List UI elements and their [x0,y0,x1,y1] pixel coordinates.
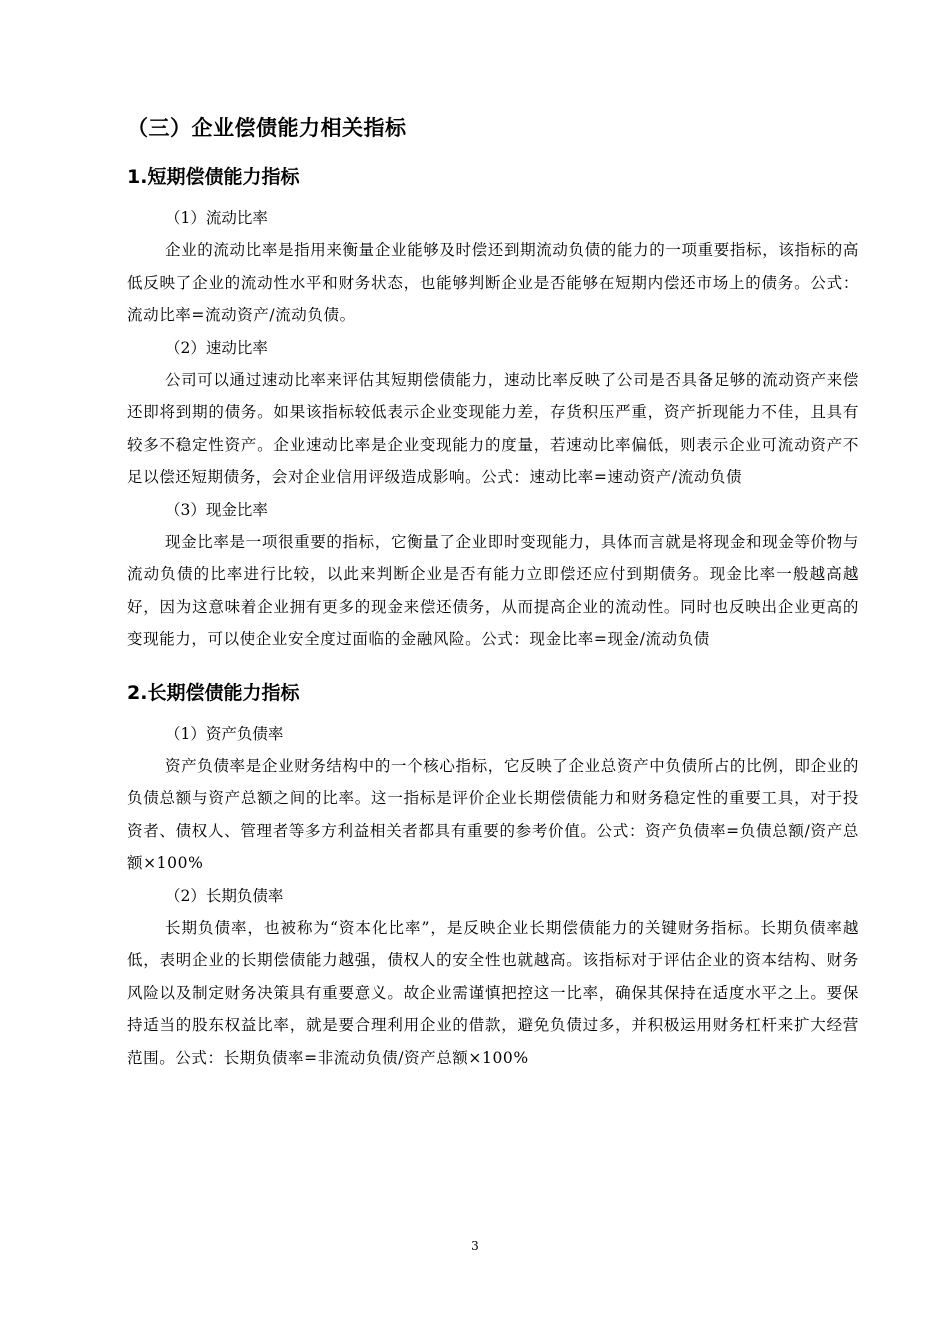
section-title: （三）企业偿债能力相关指标 [127,116,407,140]
short-term-heading: 1.短期偿债能力指标 [127,166,300,188]
page-number: 3 [471,1239,479,1253]
quick-ratio-paragraph: 公司可以通过速动比率来评估其短期偿债能力，速动比率反映了公司是否具备足够的流动资产来偿还即将到期的债务。如果该指标较低表示企业变现能力差，存货积压严重，资产折现能力不佳，且具有较多不稳定性资产。企业速动比率是企业变现能力的度量，若速动比率偏低，则表示企业可流动资产不足以偿还短期债务，会对企业信用评级造成影响。公式：速动比率=速动资产/流动负债 [127,370,859,486]
page-content [127,112,859,1074]
debt-asset-ratio-label: （1）资产负债率 [165,724,284,743]
long-term-debt-ratio-paragraph: 长期负债率，也被称为“资本化比率”，是反映企业长期偿债能力的关键财务指标。长期负债率越低，表明企业的长期偿债能力越强，债权人的安全性也就越高。该指标对于评估企业的资本结构、财务风险以及制定财务决策具有重要意义。故企业需谨慎把控这一比率，确保其保持在适度水平之上。要保持适当的股东权益比率，就是要合理利用企业的借款，避免负债过多，并积极运用财务杠杆来扩大经营范围。公式：长期负债率=非流动负债/资产总额×100% [127,918,859,1067]
debt-asset-ratio-paragraph: 资产负债率是企业财务结构中的一个核心指标，它反映了企业总资产中负债所占的比例，即企业的负债总额与资产总额之间的比率。这一指标是评价企业长期偿债能力和财务稳定性的重要工具，对于投资者、债权人、管理者等多方利益相关者都具有重要的参考价值。公式：资产负债率=负债总额/资产总额×100% [127,756,859,872]
current-ratio-paragraph: 企业的流动比率是指用来衡量企业能够及时偿还到期流动负债的能力的一项重要指标，该指标的高低反映了企业的流动性水平和财务状态，也能够判断企业是否能够在短期内偿还市场上的债务。公式：流动比率=流动资产/流动负债。 [127,241,859,324]
long-term-heading: 2.长期偿债能力指标 [127,681,300,704]
cash-ratio-paragraph: 现金比率是一项很重要的指标，它衡量了企业即时变现能力，具体而言就是将现金和现金等价物与流动负债的比率进行比较，以此来判断企业是否有能力立即偿还应付到期债务。现金比率一般越高越好，因为这意味着企业拥有更多的现金来偿还债务，从而提高企业的流动性。同时也反映出企业更高的变现能力，可以使企业安全度过面临的金融风险。公式：现金比率=现金/流动负债 [127,532,859,648]
current-ratio-label: （1）流动比率 [165,209,268,227]
quick-ratio-label: （2）速动比率 [165,338,268,357]
long-term-debt-ratio-label: （2）长期负债率 [165,886,284,905]
cash-ratio-label: （3）现金比率 [165,500,268,519]
